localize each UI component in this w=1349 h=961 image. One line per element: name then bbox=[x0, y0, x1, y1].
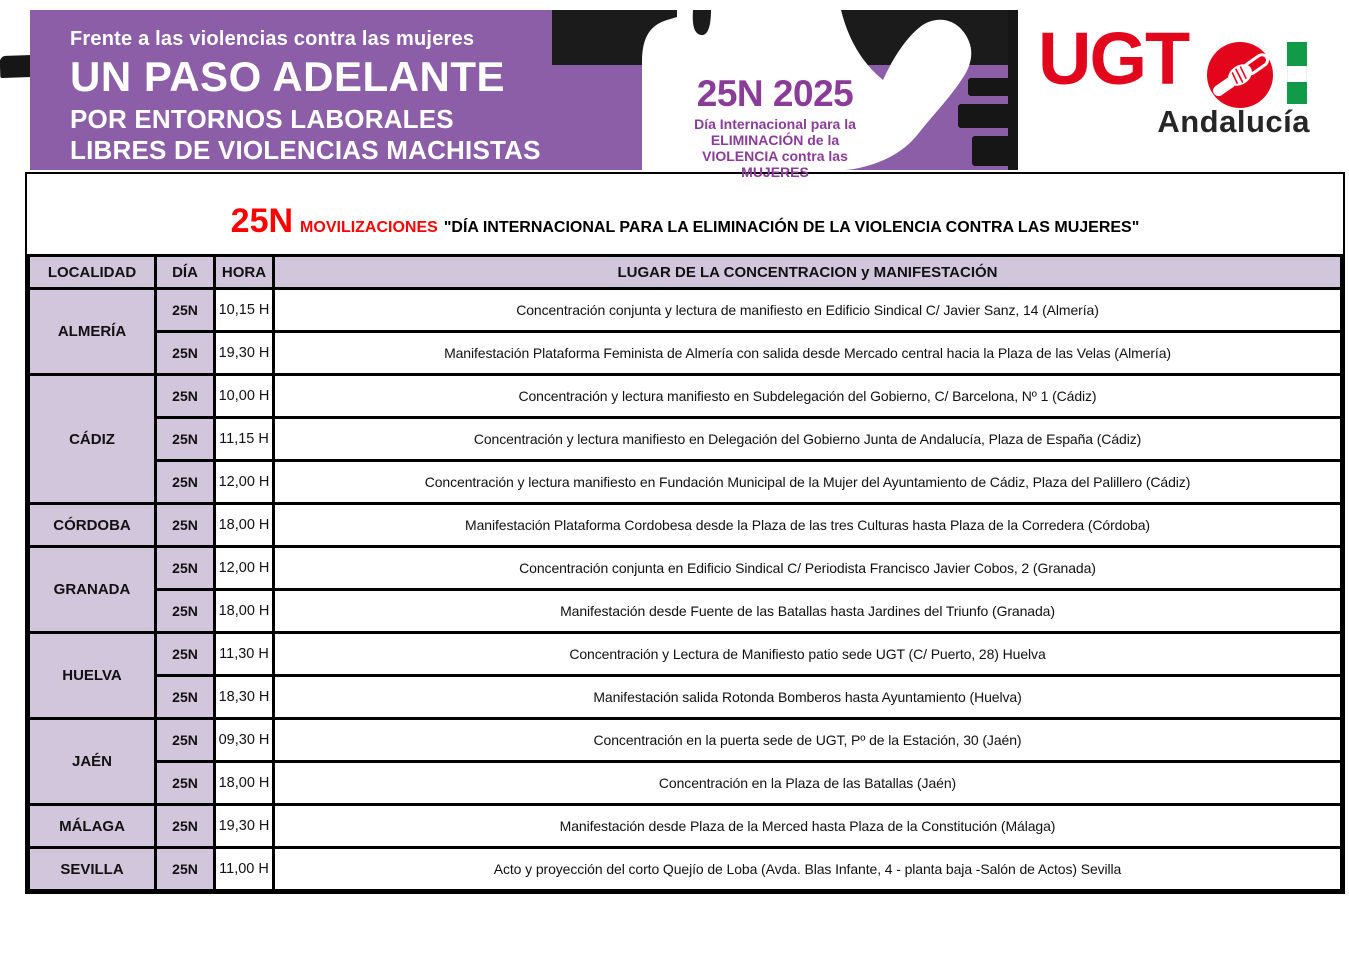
dia-cell: 25N bbox=[156, 762, 215, 805]
table-header-row bbox=[29, 256, 1342, 289]
table-row bbox=[29, 590, 1342, 633]
table-row bbox=[29, 332, 1342, 375]
hora-cell: 10,15 H bbox=[215, 289, 274, 332]
dia-cell: 25N bbox=[156, 504, 215, 547]
table-title-quote: "DÍA INTERNACIONAL PARA LA ELIMINACIÓN DE LA VIOLENCIA CONTRA LAS MUJERES" bbox=[443, 219, 1140, 236]
purple-banner bbox=[30, 10, 1018, 180]
lugar-cell: Concentración conjunta en Edificio Sindical C/ Periodista Francisco Javier Cobos, 2 (Granada) bbox=[274, 547, 1342, 590]
table-header bbox=[29, 256, 1342, 289]
dia-cell: 25N bbox=[156, 375, 215, 418]
ugt-logo-text: UGT bbox=[1038, 17, 1189, 100]
lugar-cell: Acto y proyección del corto Quejío de Loba (Avda. Blas Infante, 4 - planta baja -Salón de Actos) Sevilla bbox=[274, 848, 1342, 891]
lugar-cell: Manifestación Plataforma Feminista de Almería con salida desde Mercado central hacia la Plaza de las Velas (Almería) bbox=[274, 332, 1342, 375]
lugar-cell: Manifestación salida Rotonda Bomberos hasta Ayuntamiento (Huelva) bbox=[274, 676, 1342, 719]
localidad-cell: SEVILLA bbox=[29, 848, 156, 891]
dia-cell: 25N bbox=[156, 332, 215, 375]
localidad-cell: GRANADA bbox=[29, 547, 156, 633]
lugar-cell: Concentración conjunta y lectura de manifiesto en Edificio Sindical C/ Javier Sanz, 14 (Almería) bbox=[274, 289, 1342, 332]
table-row bbox=[29, 289, 1342, 332]
logo-region-label: Andalucía bbox=[1157, 104, 1310, 139]
paint-streak-icon bbox=[1008, 10, 1018, 170]
dia-cell: 25N bbox=[156, 633, 215, 676]
banner-subtitle-line1: POR ENTORNOS LABORALES bbox=[70, 104, 454, 134]
dia-cell: 25N bbox=[156, 848, 215, 891]
table-row bbox=[29, 418, 1342, 461]
hora-cell: 18,00 H bbox=[215, 590, 274, 633]
dia-cell: 25N bbox=[156, 418, 215, 461]
campaign-25n-block bbox=[650, 74, 900, 180]
table-row bbox=[29, 762, 1342, 805]
localidad-cell: MÁLAGA bbox=[29, 805, 156, 848]
mobilizations-box bbox=[25, 172, 1345, 894]
banner-tagline: Frente a las violencias contra las mujeres bbox=[70, 28, 475, 50]
hora-cell: 18,00 H bbox=[215, 504, 274, 547]
hora-cell: 12,00 H bbox=[215, 547, 274, 590]
andalucia-flag-icon bbox=[1287, 42, 1307, 104]
header-dia: DÍA bbox=[156, 256, 215, 289]
campaign-line3: VIOLENCIA contra las bbox=[702, 148, 848, 164]
table-row bbox=[29, 461, 1342, 504]
hora-cell: 11,00 H bbox=[215, 848, 274, 891]
lugar-cell: Manifestación desde Fuente de las Batallas hasta Jardines del Triunfo (Granada) bbox=[274, 590, 1342, 633]
table-body bbox=[29, 289, 1342, 891]
campaign-title: 25N 2025 bbox=[696, 73, 854, 114]
campaign-line2: ELIMINACIÓN de la bbox=[710, 132, 840, 148]
lugar-cell: Concentración en la puerta sede de UGT, Pº de la Estación, 30 (Jaén) bbox=[274, 719, 1342, 762]
ugt-andalucia-logo bbox=[1035, 0, 1315, 150]
hora-cell: 09,30 H bbox=[215, 719, 274, 762]
hora-cell: 11,15 H bbox=[215, 418, 274, 461]
lugar-cell: Manifestación desde Plaza de la Merced hasta Plaza de la Constitución (Málaga) bbox=[274, 805, 1342, 848]
hora-cell: 11,30 H bbox=[215, 633, 274, 676]
lugar-cell: Manifestación Plataforma Cordobesa desde la Plaza de las tres Culturas hasta Plaza de la Corredera (Córdoba) bbox=[274, 504, 1342, 547]
header-hora: HORA bbox=[215, 256, 274, 289]
banner-title: UN PASO ADELANTE bbox=[70, 53, 506, 100]
dia-cell: 25N bbox=[156, 590, 215, 633]
lugar-cell: Concentración y lectura manifiesto en Fundación Municipal de la Mujer del Ayuntamiento de Cádiz, Plaza del Palillero (Cádiz) bbox=[274, 461, 1342, 504]
table-row bbox=[29, 633, 1342, 676]
dia-cell: 25N bbox=[156, 461, 215, 504]
hora-cell: 18,00 H bbox=[215, 762, 274, 805]
hora-cell: 19,30 H bbox=[215, 332, 274, 375]
banner-text-block bbox=[70, 28, 541, 166]
localidad-cell: CÁDIZ bbox=[29, 375, 156, 504]
header-banner bbox=[0, 0, 1349, 180]
table-title bbox=[27, 174, 1343, 254]
localidad-cell: JAÉN bbox=[29, 719, 156, 805]
hora-cell: 18,30 H bbox=[215, 676, 274, 719]
hora-cell: 10,00 H bbox=[215, 375, 274, 418]
table-row bbox=[29, 504, 1342, 547]
table-row bbox=[29, 805, 1342, 848]
dia-cell: 25N bbox=[156, 289, 215, 332]
banner-subtitle-line2: LIBRES DE VIOLENCIAS MACHISTAS bbox=[70, 135, 541, 165]
dia-cell: 25N bbox=[156, 719, 215, 762]
table-row bbox=[29, 547, 1342, 590]
lugar-cell: Concentración y lectura manifiesto en Delegación del Gobierno Junta de Andalucía, Plaza de España (Cádiz) bbox=[274, 418, 1342, 461]
localidad-cell: CÓRDOBA bbox=[29, 504, 156, 547]
localidad-cell: ALMERÍA bbox=[29, 289, 156, 375]
header-localidad: LOCALIDAD bbox=[29, 256, 156, 289]
campaign-line4: MUJERES bbox=[741, 164, 809, 180]
lugar-cell: Concentración en la Plaza de las Batallas (Jaén) bbox=[274, 762, 1342, 805]
mobilizations-table bbox=[27, 254, 1343, 892]
table-row bbox=[29, 676, 1342, 719]
dia-cell: 25N bbox=[156, 676, 215, 719]
campaign-line1: Día Internacional para la bbox=[694, 116, 856, 132]
dia-cell: 25N bbox=[156, 547, 215, 590]
lugar-cell: Concentración y lectura manifiesto en Subdelegación del Gobierno, C/ Barcelona, Nº 1 (Cádiz) bbox=[274, 375, 1342, 418]
handshake-icon bbox=[1207, 42, 1273, 108]
hora-cell: 19,30 H bbox=[215, 805, 274, 848]
dia-cell: 25N bbox=[156, 805, 215, 848]
table-title-25n: 25N bbox=[230, 202, 294, 240]
hora-cell: 12,00 H bbox=[215, 461, 274, 504]
header-lugar: LUGAR DE LA CONCENTRACION y MANIFESTACIÓN bbox=[274, 256, 1342, 289]
table-row bbox=[29, 375, 1342, 418]
table-row bbox=[29, 848, 1342, 891]
lugar-cell: Concentración y Lectura de Manifiesto patio sede UGT (C/ Puerto, 28) Huelva bbox=[274, 633, 1342, 676]
localidad-cell: HUELVA bbox=[29, 633, 156, 719]
table-row bbox=[29, 719, 1342, 762]
table-title-movilizaciones: MOVILIZACIONES bbox=[300, 219, 438, 236]
